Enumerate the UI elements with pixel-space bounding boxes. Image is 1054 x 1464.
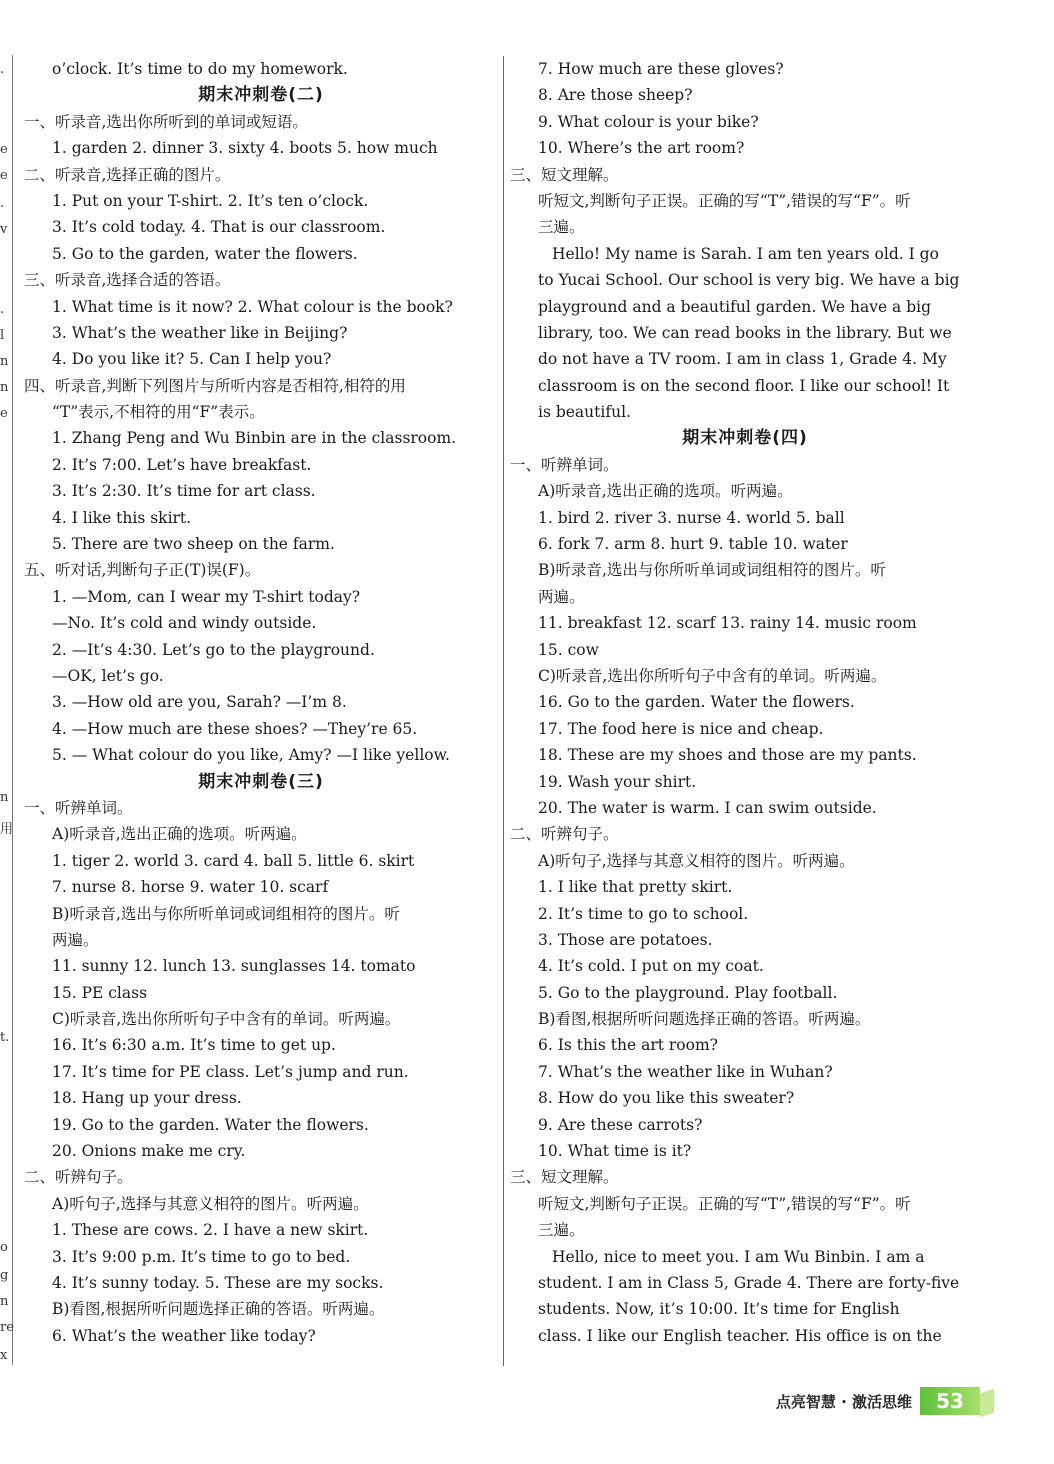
text-line: 1. Put on your T-shirt. 2. It’s ten o’clock.	[52, 191, 369, 210]
text-line: 1. What time is it now? 2. What colour is the book?	[52, 297, 453, 316]
text-line: 3. It’s cold today. 4. That is our classroom.	[52, 218, 386, 237]
binding-edge	[0, 55, 14, 1365]
text-line: 1. tiger 2. world 3. card 4. ball 5. little 6. skirt	[52, 851, 415, 870]
text-line: 15. cow	[538, 640, 599, 659]
right-column	[510, 56, 980, 1349]
text-line: 1. Zhang Peng and Wu Binbin are in the classroom.	[52, 429, 457, 448]
text-line: 1. —Mom, can I wear my T-shirt today?	[52, 587, 361, 606]
text-line: playground and a beautiful garden. We have a big	[538, 297, 932, 316]
text-line: 一、听辨单词。	[24, 798, 133, 817]
text-line: 一、听录音,选出你所听到的单词或短语。	[24, 112, 308, 131]
text-line: —OK, let’s go.	[52, 666, 164, 685]
text-line: 1. bird 2. river 3. nurse 4. world 5. ball	[538, 508, 845, 527]
footer-slogan: 点亮智慧 · 激活思维	[775, 1392, 912, 1411]
text-line: 两遍。	[538, 587, 585, 606]
text-line: C)听录音,选出你所听句子中含有的单词。听两遍。	[52, 1010, 401, 1029]
text-line: 17. The food here is nice and cheap.	[538, 719, 824, 738]
text-line: 10. Where’s the art room?	[538, 139, 745, 158]
page-footer	[776, 1386, 980, 1416]
text-line: 1. I like that pretty skirt.	[538, 878, 733, 897]
text-line: 15. PE class	[52, 983, 148, 1002]
text-line: 二、听辨句子。	[510, 825, 619, 844]
text-line: 3. —How old are you, Sarah? —I’m 8.	[52, 693, 347, 712]
text-line: 1. These are cows. 2. I have a new skirt.	[52, 1221, 369, 1240]
text-line: 5. Go to the garden, water the flowers.	[52, 244, 358, 263]
text-line: 2. It’s 7:00. Let’s have breakfast.	[52, 455, 312, 474]
text-line: 一、听辨单词。	[510, 455, 619, 474]
text-line: 11. breakfast 12. scarf 13. rainy 14. music room	[538, 614, 917, 633]
text-line: 10. What time is it?	[538, 1142, 692, 1161]
text-line: 16. It’s 6:30 a.m. It’s time to get up.	[52, 1036, 336, 1055]
text-line: 7. nurse 8. horse 9. water 10. scarf	[52, 878, 329, 897]
text-line: 4. It’s sunny today. 5. These are my socks.	[52, 1273, 384, 1292]
text-line: student. I am in Class 5, Grade 4. There are forty-five	[538, 1273, 960, 1292]
text-line: 五、听对话,判断句子正(T)误(F)。	[24, 561, 261, 580]
binding-rule	[12, 55, 13, 1365]
text-line: 三遍。	[538, 1221, 585, 1240]
text-line: is beautiful.	[538, 403, 631, 422]
edge-fragment: x	[0, 1348, 8, 1363]
text-line: 2. It’s time to go to school.	[538, 904, 749, 923]
text-line: 4. —How much are these shoes? —They’re 65.	[52, 719, 418, 738]
text-line: 5. There are two sheep on the farm.	[52, 535, 335, 554]
text-line: 16. Go to the garden. Water the flowers.	[538, 693, 855, 712]
edge-fragment: n	[0, 790, 9, 805]
text-line: 19. Go to the garden. Water the flowers.	[52, 1115, 369, 1134]
text-line: A)听句子,选择与其意义相符的图片。听两遍。	[52, 1194, 369, 1213]
text-line: library, too. We can read books in the library. But we	[538, 323, 952, 342]
text-line: 听短文,判断句子正误。正确的写“T”,错误的写“F”。听	[538, 1194, 911, 1213]
text-line: 3. Those are potatoes.	[538, 930, 713, 949]
text-line: 三、听录音,选择合适的答语。	[24, 271, 231, 290]
edge-fragment: g	[0, 1268, 9, 1283]
edge-fragment: e	[0, 142, 8, 157]
text-line: 9. Are these carrots?	[538, 1115, 703, 1134]
text-line: students. Now, it’s 10:00. It’s time for English	[538, 1300, 900, 1319]
text-line: 8. Are those sheep?	[538, 86, 693, 105]
edge-fragment: n	[0, 354, 9, 369]
text-line: 2. —It’s 4:30. Let’s go to the playground.	[52, 640, 375, 659]
text-line: 两遍。	[52, 930, 99, 949]
text-line: 6. What’s the weather like today?	[52, 1326, 316, 1345]
text-line: 四、听录音,判断下列图片与所听内容是否相符,相符的用	[24, 376, 406, 395]
text-line: B)听录音,选出与你所听单词或词组相符的图片。听	[538, 561, 886, 580]
text-line: 18. Hang up your dress.	[52, 1089, 242, 1108]
text-line: 20. Onions make me cry.	[52, 1142, 246, 1161]
text-line: 1. garden 2. dinner 3. sixty 4. boots 5. how much	[52, 139, 438, 158]
text-line: 7. How much are these gloves?	[538, 60, 784, 78]
text-line: do not have a TV room. I am in class 1, Grade 4. My	[538, 350, 947, 369]
text-line: to Yucai School. Our school is very big. We have a big	[538, 271, 960, 290]
edge-fragment: .	[0, 62, 5, 77]
text-line: 4. It’s cold. I put on my coat.	[538, 957, 764, 976]
column-divider	[503, 56, 504, 1366]
text-line: 3. It’s 2:30. It’s time for art class.	[52, 482, 316, 501]
text-line: class. I like our English teacher. His office is on the	[538, 1326, 942, 1345]
text-line: 8. How do you like this sweater?	[538, 1089, 795, 1108]
text-line: 5. — What colour do you like, Amy? —I like yellow.	[52, 746, 450, 765]
text-line: 5. Go to the playground. Play football.	[538, 983, 838, 1002]
text-line: 3. What’s the weather like in Beijing?	[52, 323, 348, 342]
edge-fragment: 用	[0, 822, 14, 837]
text-line: 20. The water is warm. I can swim outside.	[538, 798, 877, 817]
edge-fragment: .	[0, 196, 5, 211]
text-line: 7. What’s the weather like in Wuhan?	[538, 1062, 833, 1081]
text-line: 6. fork 7. arm 8. hurt 9. table 10. water	[538, 535, 848, 554]
edge-fragment: n	[0, 1294, 9, 1309]
edge-fragment: o	[0, 1240, 8, 1255]
text-line: —No. It’s cold and windy outside.	[52, 614, 317, 633]
text-line: B)看图,根据所听问题选择正确的答语。听两遍。	[52, 1300, 385, 1319]
edge-fragment: e	[0, 168, 8, 183]
text-line: 三遍。	[538, 218, 585, 237]
text-line: A)听录音,选出正确的选项。听两遍。	[52, 825, 307, 844]
edge-fragment: v	[0, 222, 8, 237]
text-line: 三、短文理解。	[510, 1168, 619, 1187]
text-line: 4. I like this skirt.	[52, 508, 192, 527]
text-line: classroom is on the second floor. I like our school! It	[538, 376, 950, 395]
text-line: “T”表示,不相符的用“F”表示。	[52, 403, 265, 422]
text-line: 4. Do you like it? 5. Can I help you?	[52, 350, 332, 369]
text-line: 听短文,判断句子正误。正确的写“T”,错误的写“F”。听	[538, 191, 911, 210]
text-line: Hello! My name is Sarah. I am ten years old. I go	[552, 244, 939, 263]
left-column	[24, 56, 498, 1349]
edge-fragment: re	[0, 1320, 14, 1335]
text-line: A)听录音,选出正确的选项。听两遍。	[538, 482, 793, 501]
text-line: 19. Wash your shirt.	[538, 772, 697, 791]
text-line: 3. It’s 9:00 p.m. It’s time to go to bed.	[52, 1247, 351, 1266]
text-line: 三、短文理解。	[510, 165, 619, 184]
text-line: B)听录音,选出与你所听单词或词组相符的图片。听	[52, 904, 400, 923]
edge-fragment: .	[0, 302, 5, 317]
page-number: 53	[920, 1387, 980, 1415]
text-line: 二、听辨句子。	[24, 1168, 133, 1187]
text-line: 18. These are my shoes and those are my pants.	[538, 746, 917, 765]
text-line: B)看图,根据所听问题选择正确的答语。听两遍。	[538, 1010, 871, 1029]
text-line: 9. What colour is your bike?	[538, 112, 759, 131]
text-line: 二、听录音,选择正确的图片。	[24, 165, 231, 184]
text-line: Hello, nice to meet you. I am Wu Binbin. I am a	[552, 1247, 925, 1266]
section-title: 期末冲刺卷(三)	[198, 771, 324, 792]
text-line: o’clock. It’s time to do my homework.	[52, 60, 348, 78]
section-title: 期末冲刺卷(二)	[198, 85, 324, 106]
text-line: A)听句子,选择与其意义相符的图片。听两遍。	[538, 851, 855, 870]
section-title: 期末冲刺卷(四)	[682, 428, 808, 449]
edge-fragment: e	[0, 406, 8, 421]
text-line: 11. sunny 12. lunch 13. sunglasses 14. tomato	[52, 957, 416, 976]
text-line: 17. It’s time for PE class. Let’s jump and run.	[52, 1062, 409, 1081]
edge-fragment: t.	[0, 1030, 10, 1045]
edge-fragment: n	[0, 380, 9, 395]
text-line: 6. Is this the art room?	[538, 1036, 718, 1055]
text-line: C)听录音,选出你所听句子中含有的单词。听两遍。	[538, 666, 887, 685]
edge-fragment: l	[0, 328, 5, 343]
